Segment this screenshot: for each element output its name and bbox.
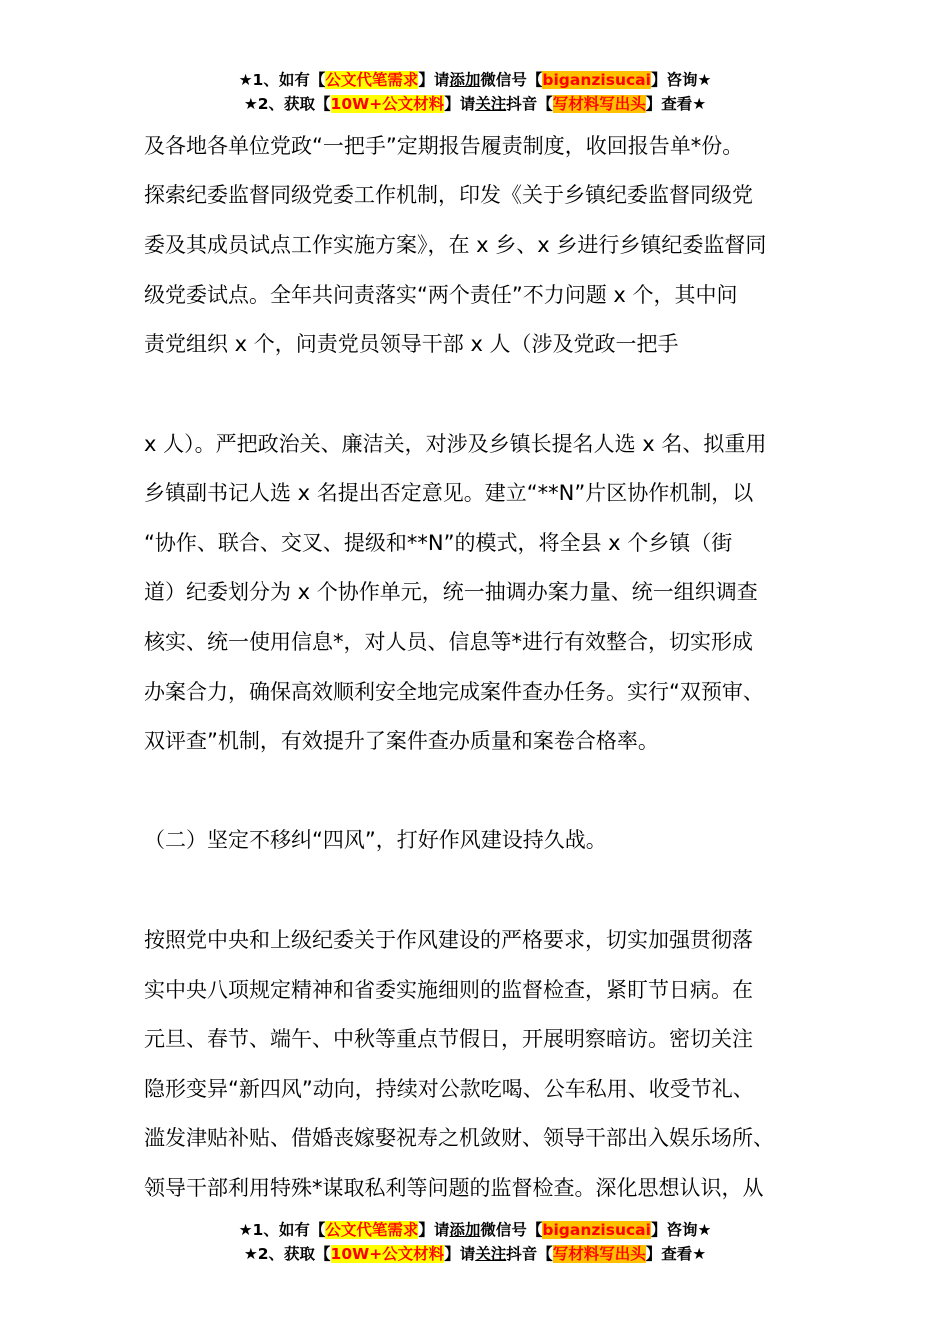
highlight-service: 公文代笔需求 [325,1221,419,1239]
body-line: 道）纪委划分为 x 个协作单元，统一抽调办案力量、统一组织调查 [144,580,758,604]
highlight-wechat-id: biganzisucai [542,71,651,89]
body-line: “协作、联合、交叉、提级和**N”的模式，将全县 x 个乡镇（街 [144,531,733,555]
body-line: 元旦、春节、端午、中秋等重点节假日，开展明察暗访。密切关注 [144,1027,753,1051]
body-line: 乡镇副书记人选 x 名提出否定意见。建立“**N”片区协作机制，以 [144,481,754,505]
banner-text: 】请 [444,1245,476,1263]
banner-line-2 [0,92,950,116]
highlight-service: 公文代笔需求 [325,71,419,89]
body-line: 探索纪委监督同级党委工作机制，印发《关于乡镇纪委监督同级党 [144,183,753,207]
body-line: 双评查”机制，有效提升了案件查办质量和案卷合格率。 [144,729,659,753]
banner-text: 微信号【 [480,71,543,89]
header-banner [0,68,950,116]
underlined-text: 关注 [475,95,507,113]
body-line: 级党委试点。全年共问责落实“两个责任”不力问题 x 个，其中问 [144,283,738,307]
body-line: 核实、统一使用信息*，对人员、信息等*进行有效整合，切实形成 [144,630,753,654]
banner-text: 】查看★ [645,95,707,113]
underlined-text: 关注 [475,1245,507,1263]
banner-text: 微信号【 [480,1221,543,1239]
body-line: 办案合力，确保高效顺利安全地完成案件查办任务。实行“双预审、 [144,680,764,704]
banner-text: 】咨询★ [650,1221,712,1239]
banner-text: 】查看★ [645,1245,707,1263]
banner-text: ★1、如有【 [238,1221,326,1239]
banner-text: 】咨询★ [650,71,712,89]
banner-text: ★1、如有【 [238,71,326,89]
banner-line-1 [0,1218,950,1242]
banner-text: 】请 [418,1221,450,1239]
body-line: 隐形变异“新四风”动向，持续对公款吃喝、公车私用、收受节礼、 [144,1077,754,1101]
body-line: 责党组织 x 个，问责党员领导干部 x 人（涉及党政一把手 [144,332,679,356]
highlight-douyin-account: 写材料写出头 [552,1245,646,1263]
banner-text: ★2、获取【 [243,1245,331,1263]
body-line: x 人）。严把政治关、廉洁关，对涉及乡镇长提名人选 x 名、拟重用 [144,432,767,456]
body-line: 按照党中央和上级纪委关于作风建设的严格要求，切实加强贯彻落 [144,928,753,952]
underlined-text: 添加 [449,71,481,89]
section-heading: （二）坚定不移纠“四风”，打好作风建设持久战。 [144,828,607,852]
highlight-materials: 10W+公文材料 [330,95,445,113]
banner-line-2 [0,1242,950,1266]
highlight-materials: 10W+公文材料 [330,1245,445,1263]
banner-line-1 [0,68,950,92]
highlight-wechat-id: biganzisucai [542,1221,651,1239]
body-line: 及各地各单位党政“一把手”定期报告履责制度，收回报告单*份。 [144,134,744,158]
banner-text: 抖音【 [506,95,553,113]
banner-text: 抖音【 [506,1245,553,1263]
banner-text: ★2、获取【 [243,95,331,113]
highlight-douyin-account: 写材料写出头 [552,95,646,113]
body-line: 滥发津贴补贴、借婚丧嫁娶祝寿之机敛财、领导干部出入娱乐场所、 [144,1126,774,1150]
body-line: 委及其成员试点工作实施方案》，在 x 乡、x 乡进行乡镇纪委监督同 [144,233,767,257]
body-line: 实中央八项规定精神和省委实施细则的监督检查，紧盯节日病。在 [144,978,753,1002]
banner-text: 】请 [418,71,450,89]
footer-banner [0,1218,950,1266]
body-line: 领导干部利用特殊*谋取私利等问题的监督检查。深化思想认识，从 [144,1176,764,1200]
banner-text: 】请 [444,95,476,113]
underlined-text: 添加 [449,1221,481,1239]
